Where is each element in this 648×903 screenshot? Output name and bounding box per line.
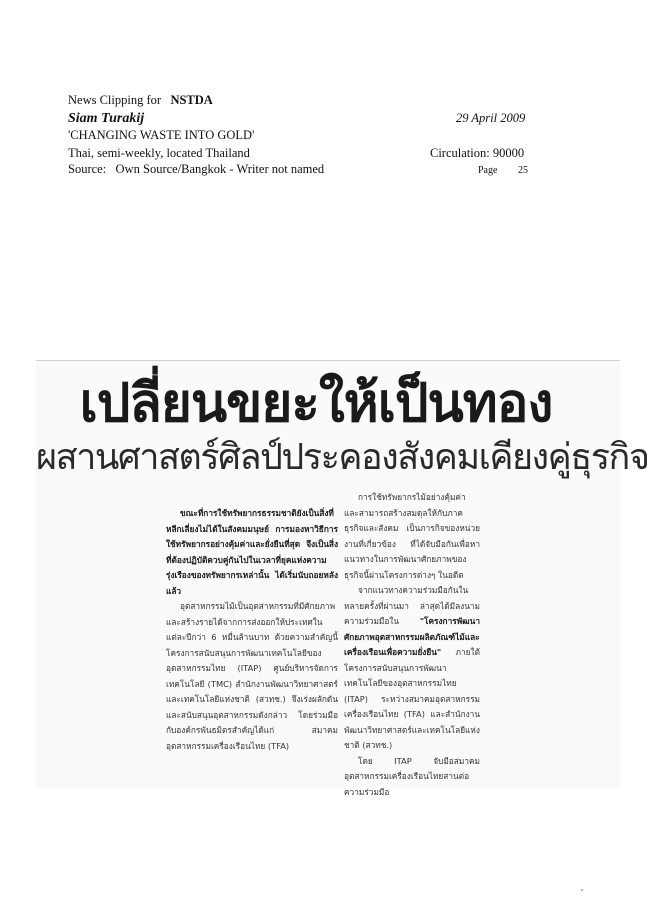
article-text: จากแนวทางความร่วมมือกันในหลายครั้งที่ผ่านมา ล่าสุดได้มีลงนามความร่วมมือใน — [344, 585, 480, 626]
project-name: "โครงการพัฒนาศักยภาพอุตสาหกรรมผลิตภัณฑ์ไม้และเครื่องเรือนเพื่อความยั่งยืน" — [344, 616, 480, 657]
clipping-edge — [36, 360, 620, 361]
clipping-label: News Clipping for — [68, 93, 162, 107]
circulation: Circulation: 90000 — [430, 146, 525, 160]
article-paragraph: การใช้ทรัพยากรไม้อย่างคุ้มค่าและสามารถสร้างสมดุลให้กับภาคธุรกิจและสังคม เป็นภารกิจของหน่วยงานที่เกี่ยวข้อง ที่ได้จับมือกันเพื่อหาแนวทางในการพัฒนาศักยภาพของธุรกิจนี้ผ่านโครงการต่างๆ ในอดีต — [344, 492, 480, 580]
article-paragraph: โดย ITAP จับมือสมาคมอุตสาหกรรมเครื่องเรือนไทยสานต่อความร่วมมือ — [344, 755, 480, 797]
clipping-title: 'CHANGING WASTE INTO GOLD' — [68, 128, 255, 142]
publication-date: 29 April 2009 — [456, 111, 526, 125]
publication-info: Thai, semi-weekly, located Thailand — [68, 146, 250, 160]
article-subheadline: ผสานศาสตร์ศิลป์ประคองสังคมเคียงคู่ธุรกิจ — [36, 437, 648, 478]
publication-name: Siam Turakij — [68, 111, 145, 126]
scan-mark — [581, 889, 583, 891]
article-paragraph: อุตสาหกรรมไม้เป็นอุตสาหกรรมที่มีศักยภาพและสร้างรายได้จากการส่งออกให้ประเทศในแต่ละปีกว่า 6 หมื่นล้านบาท ด้วยความสำคัญนี้โครงการสนับสนุนการพัฒนาเทคโนโลยีของอุตสาหกรรมไทย (ITAP) ศูนย์บริหารจัดการเทคโนโลยี (TMC) สำนักงานพัฒนาวิทยาศาสตร์และเทคโนโลยีแห่งชาติ (สวทช.) จึงเร่งผลักดันและสนับสนุนอุตสาหกรรมดังกล่าว โดยร่วมมือกับองค์กรพันธมิตรสำคัญได้แก่ สมาคมอุตสาหกรรมเครื่องเรือนไทย (TFA) — [166, 601, 338, 751]
article-text: ภายใต้โครงการสนับสนุนการพัฒนาเทคโนโลยีของอุตสาหกรรมไทย (ITAP) ระหว่างสมาคมอุตสาหกรรมเครื่องเรือนไทย (TFA) และสำนักงานพัฒนาวิทยาศาสตร์และเทคโนโลยีแห่งชาติ (สวทช.) — [344, 647, 480, 750]
article-lead-paragraph: ขณะที่การใช้ทรัพยากรธรรมชาติยังเป็นสิ่งที่หลีกเลี่ยงไม่ได้ในสังคมมนุษย์ การมองหาวิธีการใช้ทรัพยากรอย่างคุ้มค่าและยั่งยืนที่สุด จึงเป็นสิ่งที่ต้องปฏิบัติควบคู่กันไปในเวลาที่ยุคแห่งความรุ่งเรืองของทรัพยากรเหล่านั้น ได้เริ่มนับถอยหลังแล้ว — [166, 508, 338, 596]
client-name: NSTDA — [170, 93, 213, 107]
article-column-1 — [166, 506, 338, 772]
article-column-2 — [344, 490, 480, 797]
clipping-label-line — [68, 93, 213, 108]
source-line: Source: Own Source/Bangkok - Writer not named — [68, 162, 325, 176]
page-label: Page — [478, 165, 498, 176]
article-headline: เปลี่ยนขยะให้เป็นทอง — [79, 373, 553, 434]
article-paragraph — [344, 583, 480, 754]
page-number: 25 — [518, 165, 528, 176]
